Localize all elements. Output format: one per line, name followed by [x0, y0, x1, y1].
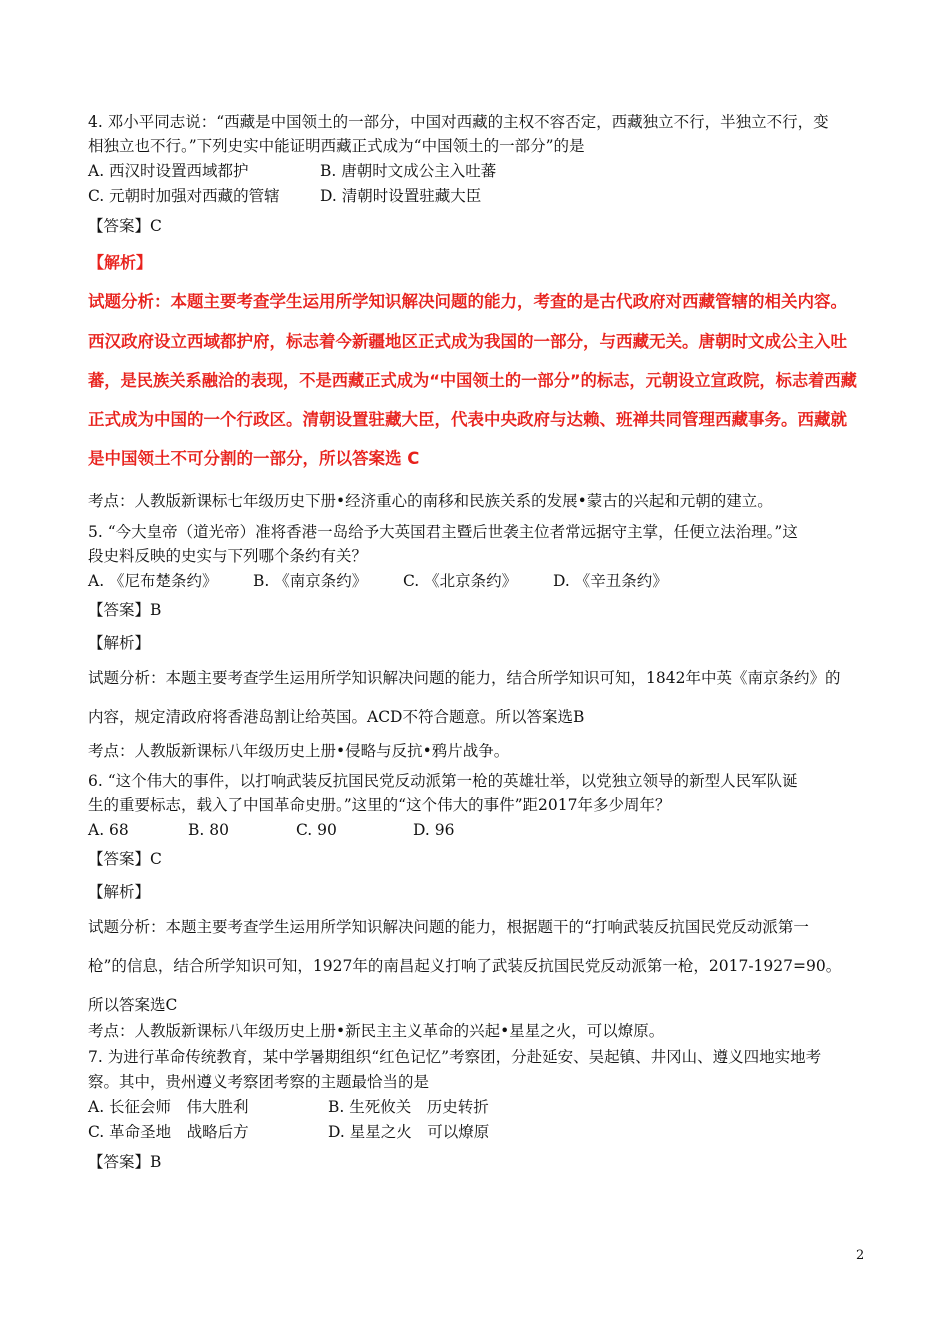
- q5-answer: 【答案】B: [88, 601, 162, 619]
- q5-analysis-line-1: 试题分析：本题主要考查学生运用所学知识解决问题的能力，结合所学知识可知，1842年中英《南京条约》的: [88, 669, 841, 687]
- q5-analysis-line-2: 内容，规定清政府将香港岛割让给英国。ACD不符合题意。所以答案选B: [88, 708, 585, 726]
- q6-answer: 【答案】C: [88, 850, 162, 868]
- q4-knowledge-point: 考点：人教版新课标七年级历史下册•经济重心的南移和民族关系的发展•蒙古的兴起和元朝的建立。: [88, 492, 773, 510]
- q4-analysis-line-1: 试题分析：本题主要考查学生运用所学知识解决问题的能力，考查的是古代政府对西藏管辖的相关内容。: [88, 292, 847, 311]
- q6-option-b: B. 80: [188, 821, 229, 839]
- q5-knowledge-point: 考点：人教版新课标八年级历史上册•侵略与反抗•鸦片战争。: [88, 742, 510, 760]
- q7-stem-line-1: 7. 为进行革命传统教育，某中学暑期组织“红色记忆”考察团，分赴延安、吴起镇、井冈山、遵义四地实地考: [88, 1048, 822, 1066]
- q5-option-d: D. 《辛丑条约》: [553, 572, 668, 590]
- q4-option-a: A. 西汉时设置西域都护: [88, 162, 249, 180]
- q4-analysis-line-3: 蕃，是民族关系融洽的表现，不是西藏正式成为“中国领土的一部分”的标志，元朝设立宣政院，标志着西藏: [88, 371, 857, 390]
- q7-stem-line-2: 察。其中，贵州遵义考察团考察的主题最恰当的是: [88, 1073, 430, 1091]
- q6-stem-line-1: 6. “这个伟大的事件，以打响武装反抗国民党反动派第一枪的英雄壮举，以党独立领导的新型人民军队诞: [88, 772, 798, 790]
- q7-option-b: B. 生死攸关 历史转折: [328, 1098, 489, 1116]
- q5-stem-line-1: 5. “今大皇帝（道光帝）准将香港一岛给予大英国君主暨后世袭主位者常远据守主掌，任便立法治理。”这: [88, 523, 798, 541]
- q4-stem-line-1: 4. 邓小平同志说：“西藏是中国领土的一部分，中国对西藏的主权不容否定，西藏独立不行，半独立不行，变: [88, 113, 829, 131]
- q4-analysis-line-4: 正式成为中国的一个行政区。清朝设置驻藏大臣，代表中央政府与达赖、班禅共同管理西藏事务。西藏就: [88, 410, 847, 429]
- q5-option-c: C. 《北京条约》: [403, 572, 518, 590]
- q6-analysis-line-1: 试题分析：本题主要考查学生运用所学知识解决问题的能力，根据题干的“打响武装反抗国民党反动派第一: [88, 918, 809, 936]
- q6-options-row: [88, 819, 454, 841]
- q5-option-a: A. 《尼布楚条约》: [88, 572, 218, 590]
- q7-option-c: C. 革命圣地 战略后方: [88, 1123, 249, 1141]
- q5-stem-line-2: 段史料反映的史实与下列哪个条约有关？: [88, 547, 368, 565]
- q4-option-c: C. 元朝时加强对西藏的管辖: [88, 187, 280, 205]
- page-number: 2: [856, 1248, 865, 1263]
- q7-options-row-2: [88, 1121, 489, 1143]
- q7-options-row-1: [88, 1096, 489, 1118]
- q4-analysis-line-2: 西汉政府设立西域都护府，标志着今新疆地区正式成为我国的一部分，与西藏无关。唐朝时文成公主入吐: [88, 332, 847, 351]
- q6-knowledge-point: 考点：人教版新课标八年级历史上册•新民主主义革命的兴起•星星之火，可以燎原。: [88, 1022, 665, 1040]
- q6-option-a: A. 68: [88, 821, 129, 839]
- q6-analysis-line-3: 所以答案选C: [88, 996, 178, 1014]
- q5-analysis-heading: 【解析】: [88, 634, 151, 652]
- q6-option-d: D. 96: [413, 821, 455, 839]
- q5-options-row: [88, 570, 668, 592]
- q4-stem-line-2: 相独立也不行。”下列史实中能证明西藏正式成为“中国领土的一部分”的是: [88, 137, 585, 155]
- q4-analysis-heading: 【解析】: [88, 253, 153, 272]
- q7-option-d: D. 星星之火 可以燎原: [328, 1123, 490, 1141]
- q6-analysis-line-2: 枪”的信息，结合所学知识可知，1927年的南昌起义打响了武装反抗国民党反动派第一枪，2017-1927=90。: [88, 957, 842, 975]
- q4-option-d: D. 清朝时设置驻藏大臣: [320, 187, 482, 205]
- q4-options-row-2: [88, 185, 481, 207]
- q6-stem-line-2: 生的重要标志，载入了中国革命史册。”这里的“这个伟大的事件”距2017年多少周年？: [88, 796, 671, 814]
- q6-analysis-heading: 【解析】: [88, 883, 151, 901]
- q6-option-c: C. 90: [296, 821, 337, 839]
- q5-option-b: B. 《南京条约》: [253, 572, 368, 590]
- q7-answer: 【答案】B: [88, 1153, 162, 1171]
- q4-answer: 【答案】C: [88, 217, 162, 235]
- q7-option-a: A. 长征会师 伟大胜利: [88, 1098, 249, 1116]
- q4-option-b: B. 唐朝时文成公主入吐蕃: [320, 162, 497, 180]
- q4-options-row-1: [88, 160, 496, 182]
- q4-analysis-line-5: 是中国领土不可分割的一部分，所以答案选 C: [88, 449, 420, 468]
